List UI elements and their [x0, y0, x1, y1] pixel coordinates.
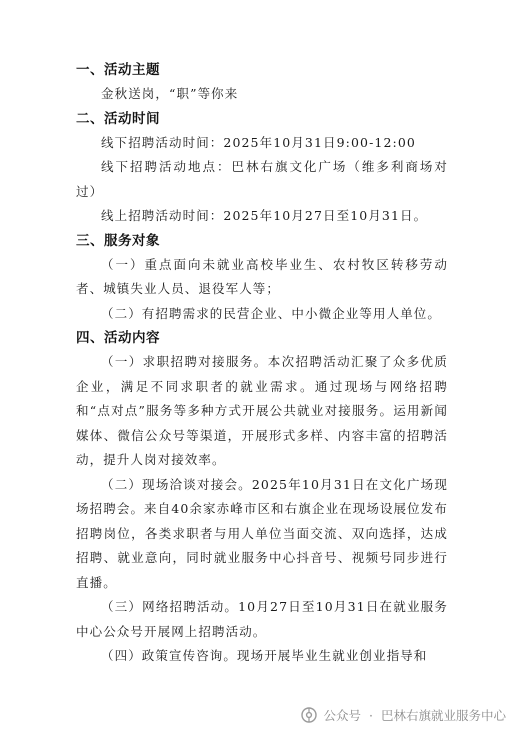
- section-activity-theme: [76, 58, 448, 107]
- section-heading: 三、服务对象: [76, 232, 160, 249]
- section-paragraph: 金秋送岗，“职”等你来: [101, 86, 239, 101]
- section-paragraph: （一）重点面向未就业高校毕业生、农村牧区转移劳动者、城镇失业人员、退役军人等；: [76, 256, 448, 296]
- section-paragraph: 线上招聘活动时间：2025年10月27日至10月31日。: [101, 208, 428, 223]
- watermark-account-name: 巴林右旗就业服务中心: [380, 708, 506, 723]
- section-heading: 一、活动主题: [76, 62, 160, 78]
- section-paragraph: 线下招聘活动时间：2025年10月31日9:00-12:00: [101, 134, 416, 150]
- section-paragraph: 线下招聘活动地点：巴林右旗文化广场（维多利商场对过）: [76, 159, 448, 199]
- section-paragraph: （二）有招聘需求的民营企业、中小微企业等用人单位。: [101, 305, 442, 321]
- section-heading: 二、活动时间: [76, 110, 160, 127]
- section-paragraph: （一）求职招聘对接服务。本次招聘活动汇聚了众多优质企业，满足不同求职者的就业需求。通过现场与网络招聘和“点对点”服务等多种方式开展公共就业对接服务。运用新闻媒体、微信公众号等渠道，开展形式多样、内容丰富的招聘活动，提升人岗对接效率。: [76, 354, 448, 467]
- section-paragraph: （四）政策宣传咨询。现场开展毕业生就业创业指导和: [101, 648, 428, 663]
- watermark-prefix: 公众号: [323, 708, 361, 723]
- section-service-targets: [76, 229, 448, 327]
- section-paragraph: （二）现场洽谈对接会。2025年10月31日在文化广场现场招聘会。来自40余家赤峰市区和右旗企业在现场设展位发布招聘岗位，各类求职者与用人单位当面交流、双向选择，达成招聘、就业意向，同时就业服务中心抖音号、视频号同步进行直播。: [76, 476, 448, 590]
- section-activity-content: [76, 326, 448, 669]
- account-watermark: [301, 706, 506, 724]
- section-paragraph: （三）网络招聘活动。10月27日至10月31日在就业服务中心公众号开展网上招聘活动。: [76, 599, 448, 639]
- section-activity-time: [76, 107, 448, 229]
- section-heading: 四、活动内容: [76, 330, 160, 346]
- wechat-official-account-icon: [301, 707, 317, 723]
- watermark-separator: ·: [369, 707, 373, 723]
- document-body: [76, 58, 448, 669]
